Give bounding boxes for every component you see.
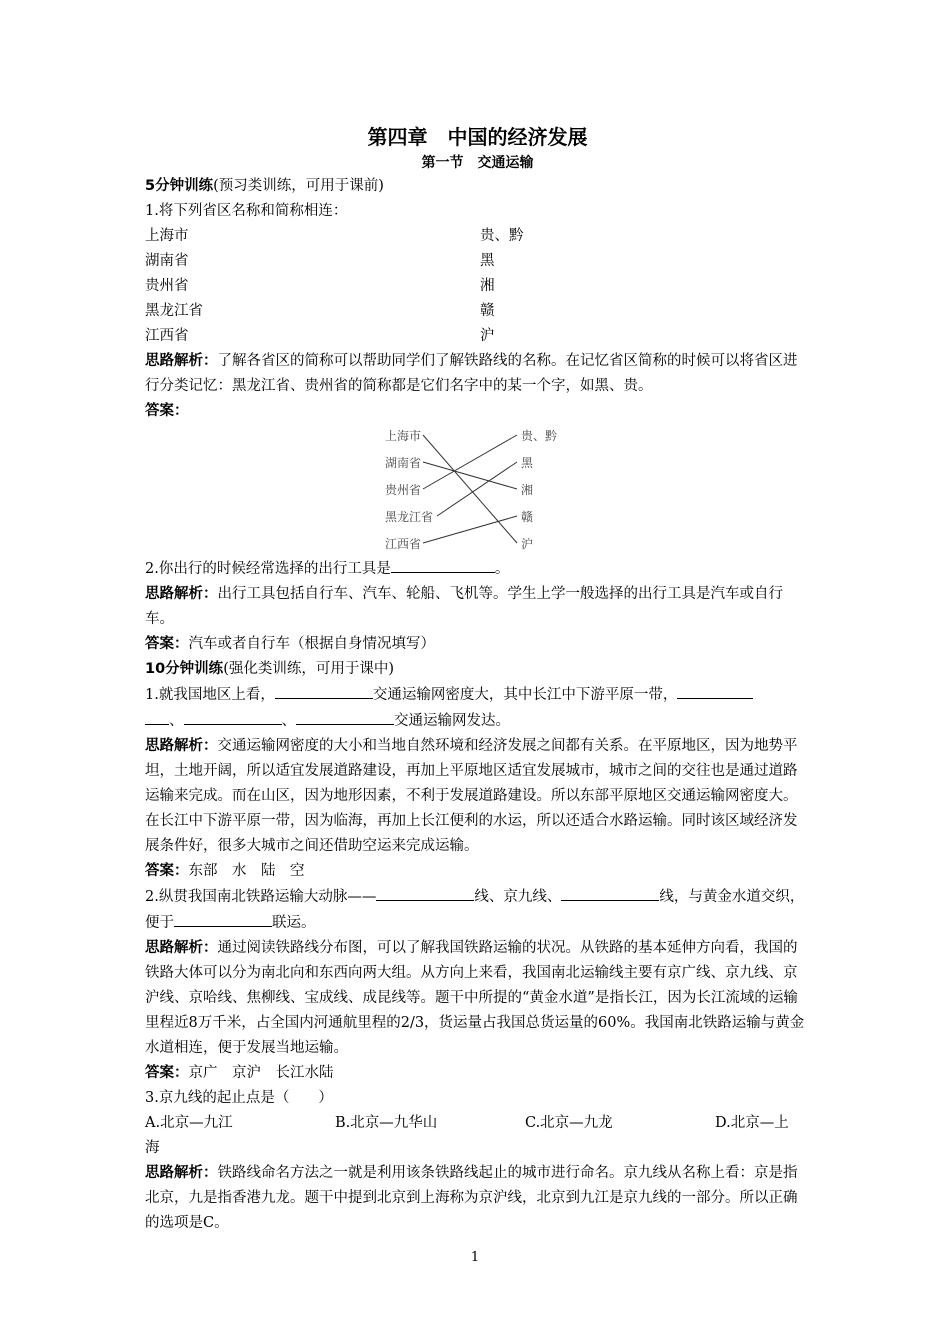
part2-heading xyxy=(145,657,810,682)
diagram-province-label: 湖南省 xyxy=(385,456,422,470)
q2-analysis xyxy=(145,582,810,632)
diagram-abbr-label: 黑 xyxy=(521,456,534,470)
province-name: 贵州省 xyxy=(145,278,189,294)
diagram-province-label: 黑龙江省 xyxy=(385,510,434,524)
stem-text: 交通运输网发达。 xyxy=(394,713,510,729)
q2-stem-text: 2.你出行的时候经常选择的出行工具是 xyxy=(145,561,391,577)
option-d-wrap: 海 xyxy=(145,1140,160,1156)
q2-stem xyxy=(145,556,810,582)
q1-stem: 1.将下列省区名称和简称相连： xyxy=(145,203,348,219)
q2-answer xyxy=(145,632,810,657)
option-c[interactable]: C.北京—九龙 xyxy=(525,1115,613,1131)
part1-note: (预习类训练，可用于课前) xyxy=(213,178,384,194)
diagram-province-label: 贵州省 xyxy=(385,483,422,497)
analysis-text: 铁路线命名方法之一就是利用该条铁路线起止的城市进行命名。京九线从名称上看：京是指北京，九是指香港九龙。题干中提到北京到上海称为京沪线，北京到九江是京九线的一部分。所以正确的选项是C。 xyxy=(145,1165,798,1231)
analysis-label: 思路解析： xyxy=(145,940,218,956)
match-row xyxy=(145,274,810,299)
answer-label: 答案： xyxy=(145,863,189,879)
diagram-abbr-label: 贵、黔 xyxy=(521,429,558,443)
q1-answer xyxy=(145,399,810,424)
analysis-text: 了解各省区的简称可以帮助同学们了解铁路线的名称。在记忆省区简称的时候可以将省区进行分类记忆：黑龙江省、贵州省的简称都是它们名字中的某一个字，如黑、贵。 xyxy=(145,353,798,394)
province-abbr: 黑 xyxy=(480,253,495,269)
option-b[interactable]: B.北京—九华山 xyxy=(335,1115,438,1131)
stem-text: 线、京九线、 xyxy=(474,889,562,905)
answer-text: 东部 水 陆 空 xyxy=(188,863,305,879)
answer-blank[interactable] xyxy=(296,708,394,725)
province-abbr: 赣 xyxy=(480,303,495,319)
p2q3-options xyxy=(145,1111,810,1136)
option-d[interactable]: D.北京—上 xyxy=(715,1115,789,1131)
match-row xyxy=(145,249,810,274)
part1-heading-label: 5分钟训练 xyxy=(145,178,214,194)
match-line-shanghai-hu xyxy=(423,435,517,543)
p2q3-analysis xyxy=(145,1161,810,1236)
answer-label: 答案： xyxy=(145,1065,189,1081)
province-name: 湖南省 xyxy=(145,253,189,269)
answer-text: 京广 京沪 长江水陆 xyxy=(188,1065,334,1081)
province-abbr: 沪 xyxy=(480,328,495,344)
page-number: 1 xyxy=(470,1250,480,1265)
chapter-title: 第四章 中国的经济发展 xyxy=(367,125,588,149)
answer-blank[interactable] xyxy=(677,682,753,699)
match-row xyxy=(145,224,810,249)
matching-diagram-svg xyxy=(383,426,583,556)
p2q1-stem xyxy=(145,682,810,734)
diagram-abbr-label: 赣 xyxy=(521,510,534,524)
diagram-abbr-label: 沪 xyxy=(521,537,534,551)
part1-heading xyxy=(145,174,810,199)
answer-blank[interactable] xyxy=(184,708,282,725)
answer-blank[interactable] xyxy=(376,884,474,901)
diagram-province-label: 上海市 xyxy=(385,429,422,443)
match-row xyxy=(145,299,810,324)
match-row xyxy=(145,324,810,349)
matching-answer-diagram xyxy=(383,426,810,556)
analysis-label: 思路解析： xyxy=(145,586,218,602)
analysis-text: 交通运输网密度的大小和当地自然环境和经济发展之间都有关系。在平原地区，因为地势平坦，土地开阔，所以适宜发展道路建设，再加上平原地区适宜发展城市，城市之间的交往也是通过道路运输来完成。而在山区，因为地形因素，不利于发展道路建设。所以东部平原地区交通运输网密度大。在长江中下游平原一带，因为临海，再加上长江便利的水运，所以还适合水路运输。同时该区域经济发展条件好，很多大城市之间还借助空运来完成运输。 xyxy=(145,738,798,854)
document-page xyxy=(145,122,810,1236)
answer-blank[interactable] xyxy=(391,556,495,573)
p2q2-answer xyxy=(145,1061,810,1086)
answer-blank[interactable] xyxy=(174,910,272,927)
option-a[interactable]: A.北京—九江 xyxy=(145,1115,233,1131)
p2q2-analysis xyxy=(145,936,810,1061)
answer-blank[interactable] xyxy=(145,708,169,725)
p2q3-stem: 3.京九线的起止点是（ ） xyxy=(145,1090,333,1106)
province-abbr: 贵、黔 xyxy=(480,228,524,244)
stem-text: 联运。 xyxy=(272,915,316,931)
stem-text: 1.就我国地区上看， xyxy=(145,687,275,703)
match-line-heilongjiang-hei xyxy=(437,462,517,516)
answer-label: 答案： xyxy=(145,636,189,652)
stem-text: 、 xyxy=(281,713,296,729)
answer-text: 汽车或者自行车（根据自身情况填写） xyxy=(188,636,435,652)
analysis-label: 思路解析： xyxy=(145,353,218,369)
province-name: 上海市 xyxy=(145,228,189,244)
analysis-text: 出行工具包括自行车、汽车、轮船、飞机等。学生上学一般选择的出行工具是汽车或自行车。 xyxy=(145,586,783,627)
match-line-guizhou-gui xyxy=(423,435,517,489)
section-title: 第一节 交通运输 xyxy=(421,155,534,171)
stem-text: 2.纵贯我国南北铁路运输大动脉—— xyxy=(145,889,377,905)
q1-analysis xyxy=(145,349,810,399)
p2q2-stem xyxy=(145,884,810,936)
answer-label: 答案： xyxy=(145,403,189,419)
diagram-abbr-label: 湘 xyxy=(521,483,534,497)
analysis-label: 思路解析： xyxy=(145,1165,218,1181)
province-name: 黑龙江省 xyxy=(145,303,203,319)
p2q1-answer xyxy=(145,859,810,884)
q2-stem-end: 。 xyxy=(494,561,510,577)
stem-text: 交通运输网密度大，其中长江中下游平原一带， xyxy=(372,687,678,703)
answer-blank[interactable] xyxy=(561,884,659,901)
answer-blank[interactable] xyxy=(275,682,373,699)
part2-heading-label: 10分钟训练 xyxy=(145,661,224,677)
match-line-hunan-xiang xyxy=(423,462,517,489)
diagram-province-label: 江西省 xyxy=(385,537,422,551)
stem-text: 、 xyxy=(169,713,184,729)
analysis-text: 通过阅读铁路线分布图，可以了解我国铁路运输的状况。从铁路的基本延伸方向看，我国的铁路大体可以分为南北向和东西向两大组。从方向上来看，我国南北运输线主要有京广线、京九线、京沪线、京哈线、焦柳线、宝成线、成昆线等。题干中所提的“黄金水道”是指长江，因为长江流域的运输里程近8万千米，占全国内河通航里程的2/3，货运量占我国总货运量的60%。我国南北铁路运输与黄金水道相连，便于发展当地运输。 xyxy=(145,940,805,1056)
part2-note: (强化类训练，可用于课中) xyxy=(223,661,395,677)
province-name: 江西省 xyxy=(145,328,189,344)
analysis-label: 思路解析： xyxy=(145,738,218,754)
match-line-jiangxi-gan xyxy=(423,516,517,543)
stem-text: 线，与黄金水道交织，便于 xyxy=(145,889,805,931)
province-abbr: 湘 xyxy=(480,278,495,294)
p2q1-analysis xyxy=(145,734,810,859)
